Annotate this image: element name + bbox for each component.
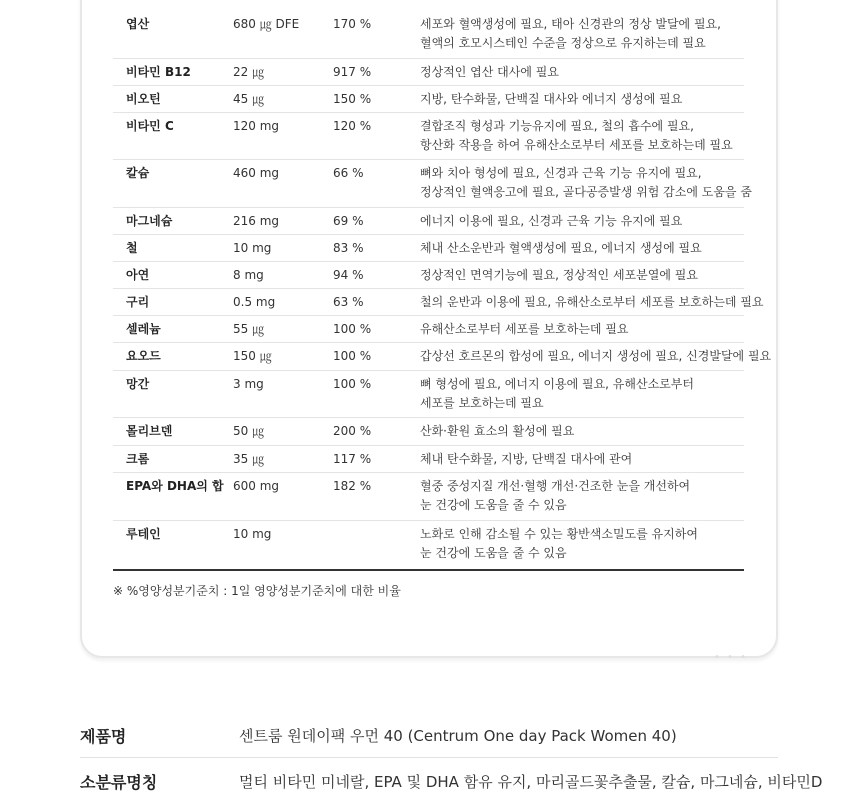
nutrient-percent: 150 % bbox=[333, 92, 372, 106]
description-line: 눈 건강에 도움을 줄 수 있음 bbox=[420, 498, 567, 512]
nutrient-description bbox=[420, 347, 772, 366]
description-line: 체내 산소운반과 혈액생성에 필요, 에너지 생성에 필요 bbox=[420, 241, 702, 255]
nutrient-name: 아연 bbox=[126, 268, 150, 282]
nutrient-name: 몰리브덴 bbox=[126, 424, 173, 438]
nutrient-amount: 8 mg bbox=[233, 268, 264, 282]
nutrient-name: 루테인 bbox=[126, 527, 161, 541]
description-line: 세포를 보호하는데 필요 bbox=[420, 396, 544, 410]
description-line: 결합조직 형성과 기능유지에 필요, 철의 흡수에 필요, bbox=[420, 119, 694, 133]
nutrient-description bbox=[420, 117, 750, 155]
nutrient-name: 망간 bbox=[126, 377, 150, 391]
description-line: 철의 운반과 이용에 필요, 유해산소로부터 세포를 보호하는데 필요 bbox=[420, 295, 764, 309]
description-line: 유해산소로부터 세포를 보호하는데 필요 bbox=[420, 322, 629, 336]
nutrient-description bbox=[420, 164, 750, 202]
nutrient-percent: 100 % bbox=[333, 377, 372, 391]
description-line: 지방, 탄수화물, 단백질 대사와 에너지 생성에 필요 bbox=[420, 92, 683, 106]
nutrient-name: 철 bbox=[126, 241, 138, 255]
nutrient-amount: 10 mg bbox=[233, 241, 272, 255]
nutrient-amount: 150 ㎍ bbox=[233, 349, 272, 363]
product-category-row bbox=[80, 770, 823, 798]
nutrient-percent: 69 % bbox=[333, 214, 364, 228]
nutrient-percent: 117 % bbox=[333, 452, 372, 466]
description-line: 혈액의 호모시스테인 수준을 정상으로 유지하는데 필요 bbox=[420, 36, 706, 50]
table-row bbox=[113, 58, 744, 86]
product-name-label: 제품명 bbox=[80, 727, 127, 746]
description-line: 산화·환원 효소의 활성에 필요 bbox=[420, 424, 575, 438]
footnote: ※ %영양성분기준치 : 1일 영양성분기준치에 대한 비율 bbox=[113, 584, 401, 598]
nutrient-name: 칼슘 bbox=[126, 166, 150, 180]
nutrient-description bbox=[420, 422, 750, 441]
nutrient-description bbox=[420, 15, 750, 53]
nutrient-percent: 94 % bbox=[333, 268, 364, 282]
description-line: 혈중 중성지질 개선·혈행 개선·건조한 눈을 개선하여 bbox=[420, 479, 691, 493]
nutrient-name: 비오틴 bbox=[126, 92, 161, 106]
nutrient-description bbox=[420, 320, 750, 339]
nutrient-description bbox=[420, 525, 750, 563]
description-line: 체내 탄수화물, 지방, 단백질 대사에 관여 bbox=[420, 452, 633, 466]
product-category-value: 멀티 비타민 미네랄, EPA 및 DHA 함유 유지, 마리골드꽃추출물, 칼슘, 마그네슘, 비타민D bbox=[239, 773, 823, 791]
description-line: 정상적인 혈액응고에 필요, 골다공증발생 위험 감소에 도움을 줌 bbox=[420, 185, 752, 199]
table-row bbox=[113, 10, 744, 59]
description-line: 눈 건강에 도움을 줄 수 있음 bbox=[420, 546, 567, 560]
table-row bbox=[113, 520, 744, 571]
nutrient-name: 요오드 bbox=[126, 349, 161, 363]
nutrient-amount: 460 mg bbox=[233, 166, 280, 180]
nutrient-percent: 66 % bbox=[333, 166, 364, 180]
nutrient-percent: 100 % bbox=[333, 322, 372, 336]
table-row bbox=[113, 159, 752, 208]
nutrient-amount: 55 ㎍ bbox=[233, 322, 265, 336]
nutrient-description bbox=[420, 239, 750, 258]
nutrient-percent: 63 % bbox=[333, 295, 364, 309]
table-row bbox=[113, 207, 744, 235]
nutrient-description bbox=[420, 293, 764, 312]
nutrient-amount: 10 mg bbox=[233, 527, 272, 541]
table-row bbox=[113, 370, 744, 418]
product-category-label: 소분류명칭 bbox=[80, 773, 158, 792]
description-line: 정상적인 엽산 대사에 필요 bbox=[420, 65, 559, 79]
nutrient-description bbox=[420, 90, 750, 109]
nutrient-description bbox=[420, 266, 750, 285]
nutrient-amount: 120 mg bbox=[233, 119, 280, 133]
nutrient-percent: 182 % bbox=[333, 479, 372, 493]
nutrient-amount: 45 ㎍ bbox=[233, 92, 265, 106]
nutrient-name: 구리 bbox=[126, 295, 150, 309]
nutrient-amount: 0.5 mg bbox=[233, 295, 276, 309]
nutrient-description bbox=[420, 63, 750, 82]
nutrient-amount: 216 mg bbox=[233, 214, 280, 228]
nutrient-amount: 600 mg bbox=[233, 479, 280, 493]
table-row bbox=[113, 288, 764, 316]
nutrient-name: 마그네슘 bbox=[126, 214, 173, 228]
table-row bbox=[113, 445, 744, 473]
nutrient-name: 크롬 bbox=[126, 452, 150, 466]
nutrient-description bbox=[420, 375, 750, 413]
nutrient-name: 비타민 B12 bbox=[126, 65, 191, 79]
nutrient-percent: 170 % bbox=[333, 17, 372, 31]
description-line: 항산화 작용을 하여 유해산소로부터 세포를 보호하는데 필요 bbox=[420, 138, 733, 152]
nutrient-percent: 120 % bbox=[333, 119, 372, 133]
nutrient-name: EPA와 DHA의 합 bbox=[126, 479, 224, 493]
nutrient-name: 엽산 bbox=[126, 17, 150, 31]
table-row bbox=[113, 472, 744, 521]
table-row bbox=[113, 261, 744, 289]
table-row bbox=[113, 342, 772, 371]
product-name-row bbox=[80, 724, 778, 758]
nutrient-amount: 35 ㎍ bbox=[233, 452, 265, 466]
description-line: 갑상선 호르몬의 합성에 필요, 에너지 생성에 필요, 신경발달에 필요 bbox=[420, 349, 772, 363]
nutrient-description bbox=[420, 212, 750, 231]
description-line: 정상적인 면역기능에 필요, 정상적인 세포분열에 필요 bbox=[420, 268, 698, 282]
decorative-dots: • • • bbox=[714, 652, 749, 663]
table-row bbox=[113, 112, 744, 160]
description-line: 에너지 이용에 필요, 신경과 근육 기능 유지에 필요 bbox=[420, 214, 683, 228]
nutrient-percent: 917 % bbox=[333, 65, 372, 79]
nutrient-name: 비타민 C bbox=[126, 119, 174, 133]
nutrient-amount: 22 ㎍ bbox=[233, 65, 265, 79]
nutrient-description bbox=[420, 450, 750, 469]
nutrient-percent: 83 % bbox=[333, 241, 364, 255]
nutrient-description bbox=[420, 477, 750, 515]
nutrient-amount: 3 mg bbox=[233, 377, 264, 391]
table-row bbox=[113, 85, 744, 113]
table-row bbox=[113, 234, 744, 262]
table-row bbox=[113, 417, 744, 446]
product-name-value: 센트룸 원데이팩 우먼 40 (Centrum One day Pack Women 40) bbox=[239, 727, 677, 745]
description-line: 세포와 혈액생성에 필요, 태아 신경관의 정상 발달에 필요, bbox=[420, 17, 721, 31]
nutrient-amount: 50 ㎍ bbox=[233, 424, 265, 438]
nutrient-percent: 100 % bbox=[333, 349, 372, 363]
nutrient-percent: 200 % bbox=[333, 424, 372, 438]
nutrient-amount: 680 ㎍ DFE bbox=[233, 17, 300, 31]
description-line: 노화로 인해 감소될 수 있는 황반색소밀도를 유지하여 bbox=[420, 527, 698, 541]
description-line: 뼈와 치아 형성에 필요, 신경과 근육 기능 유지에 필요, bbox=[420, 166, 702, 180]
description-line: 뼈 형성에 필요, 에너지 이용에 필요, 유해산소로부터 bbox=[420, 377, 694, 391]
table-row bbox=[113, 315, 744, 343]
nutrient-name: 셀레늄 bbox=[126, 322, 161, 336]
